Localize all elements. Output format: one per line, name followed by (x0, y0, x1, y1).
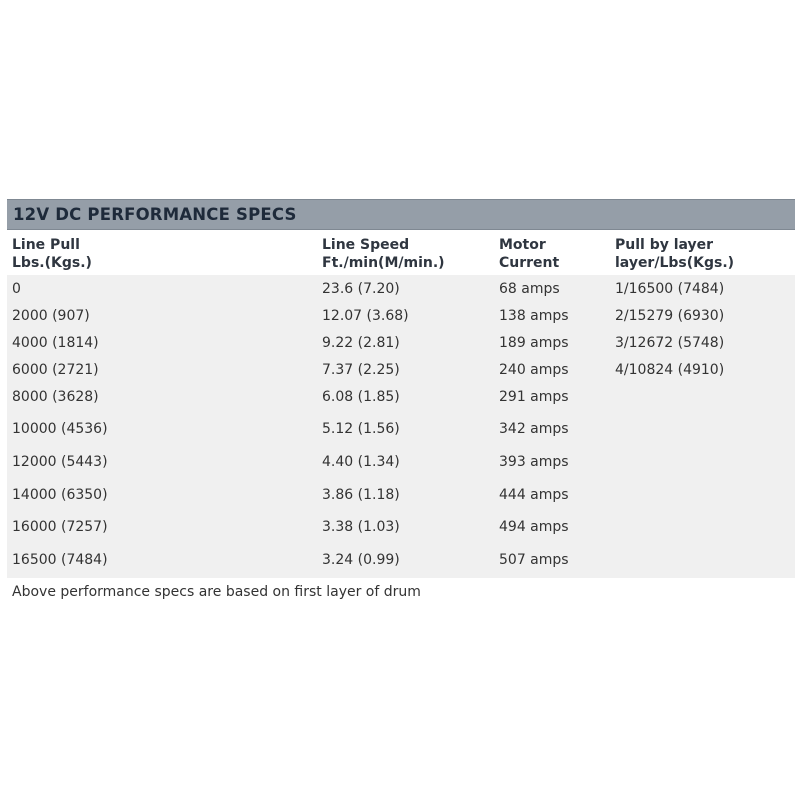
header-pull-by-layer: Pull by layer layer/Lbs(Kgs.) (615, 237, 735, 271)
cell-pull-by-layer (615, 518, 795, 536)
cell-line-speed: 3.38 (1.03) (322, 519, 400, 535)
header-motor-current: Motor Current (499, 237, 560, 271)
cell-line-pull: 2000 (907) (12, 308, 90, 324)
cell-line-speed: 5.12 (1.56) (322, 421, 400, 437)
table-row (7, 420, 795, 438)
cell-line-speed: 9.22 (2.81) (322, 335, 400, 351)
cell-line-pull: 0 (12, 281, 21, 297)
table-row (7, 280, 795, 298)
cell-pull-by-layer (615, 486, 795, 504)
cell-pull-by-layer (615, 453, 795, 471)
cell-line-speed: 7.37 (2.25) (322, 362, 400, 378)
table-row (7, 334, 795, 352)
header-line-pull: Line Pull Lbs.(Kgs.) (12, 237, 92, 271)
cell-pull-by-layer: 3/12672 (5748) (615, 335, 725, 351)
cell-line-speed: 3.86 (1.18) (322, 487, 400, 503)
table-row (7, 307, 795, 325)
cell-pull-by-layer (615, 551, 795, 569)
cell-motor-current: 393 amps (499, 454, 569, 470)
table-title-bar (7, 199, 795, 230)
cell-motor-current: 240 amps (499, 362, 569, 378)
table-row (7, 453, 795, 471)
cell-line-pull: 6000 (2721) (12, 362, 99, 378)
cell-pull-by-layer (615, 420, 795, 438)
table-header-row (7, 230, 795, 275)
table-body (7, 275, 795, 578)
cell-line-speed: 3.24 (0.99) (322, 552, 400, 568)
cell-motor-current: 291 amps (499, 389, 569, 405)
cell-line-pull: 4000 (1814) (12, 335, 99, 351)
performance-specs-table (7, 199, 795, 601)
table-row (7, 518, 795, 536)
table-row (7, 388, 795, 406)
cell-line-pull: 10000 (4536) (12, 421, 108, 437)
header-line-speed: Line Speed Ft./min(M/min.) (322, 237, 445, 271)
table-row (7, 361, 795, 379)
table-row (7, 486, 795, 504)
cell-line-pull: 16000 (7257) (12, 519, 108, 535)
cell-motor-current: 444 amps (499, 487, 569, 503)
cell-line-speed: 6.08 (1.85) (322, 389, 400, 405)
cell-line-pull: 12000 (5443) (12, 454, 108, 470)
cell-motor-current: 138 amps (499, 308, 569, 324)
cell-line-speed: 4.40 (1.34) (322, 454, 400, 470)
cell-line-pull: 16500 (7484) (12, 552, 108, 568)
cell-line-speed: 12.07 (3.68) (322, 308, 409, 324)
cell-pull-by-layer: 2/15279 (6930) (615, 308, 725, 324)
cell-motor-current: 507 amps (499, 552, 569, 568)
cell-motor-current: 68 amps (499, 281, 560, 297)
table-row (7, 551, 795, 569)
table-title: 12V DC PERFORMANCE SPECS (13, 205, 297, 224)
cell-pull-by-layer: 4/10824 (4910) (615, 362, 725, 378)
cell-motor-current: 189 amps (499, 335, 569, 351)
cell-line-speed: 23.6 (7.20) (322, 281, 400, 297)
cell-line-pull: 8000 (3628) (12, 389, 99, 405)
cell-pull-by-layer (615, 388, 795, 406)
cell-pull-by-layer: 1/16500 (7484) (615, 281, 725, 297)
cell-line-pull: 14000 (6350) (12, 487, 108, 503)
cell-motor-current: 494 amps (499, 519, 569, 535)
footnote: Above performance specs are based on first layer of drum (12, 584, 421, 600)
cell-motor-current: 342 amps (499, 421, 569, 437)
